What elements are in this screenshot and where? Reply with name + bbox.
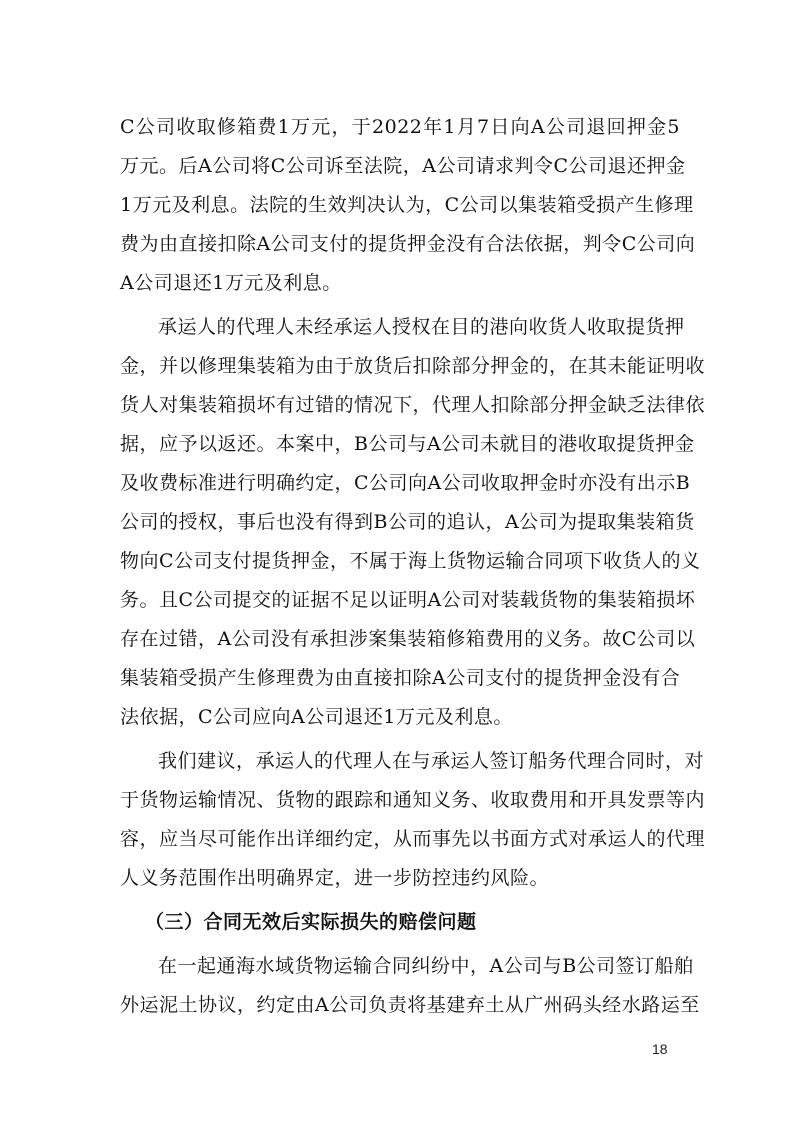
section-heading: （三）合同无效后实际损失的赔偿问题 [145, 911, 477, 933]
paragraph-3-line-4: 人义务范围作出明确界定，进一步防控违约风险。 [120, 867, 550, 889]
paragraph-2-line-3: 货人对集装箱损坏有过错的情况下，代理人扣除部分押金缺乏法律依 [120, 394, 706, 416]
paragraph-1-line-1: C公司收取修箱费1万元，于2022年1月7日向A公司退回押金5 [120, 116, 680, 138]
paragraph-2-line-2: 金，并以修理集装箱为由于放货后扣除部分押金的，在其未能证明收 [120, 355, 706, 377]
paragraph-2-line-10: 集装箱受损产生修理费为由直接扣除A公司支付的提货押金没有合 [120, 667, 681, 689]
page-number: 18 [652, 1041, 668, 1057]
paragraph-2-line-4: 据，应予以返还。本案中，B公司与A公司未就目的港收取提货押金 [120, 433, 695, 455]
paragraph-2-line-7: 物向C公司支付提货押金，不属于海上货物运输合同项下收货人的义 [120, 550, 701, 572]
paragraph-2-line-11: 法依据，C公司应向A公司退还1万元及利息。 [120, 706, 513, 728]
paragraph-1-line-2: 万元。后A公司将C公司诉至法院，A公司请求判令C公司退还押金 [120, 155, 686, 177]
paragraph-1-line-4: 费为由直接扣除A公司支付的提货押金没有合法依据，判令C公司向 [120, 233, 696, 255]
paragraph-3-line-1: 我们建议，承运人的代理人在与承运人签订船务代理合同时，对 [158, 750, 705, 772]
paragraph-2-line-5: 及收费标准进行明确约定，C公司向A公司收取押金时亦没有出示B [120, 472, 691, 494]
paragraph-2-line-6: 公司的授权，事后也没有得到B公司的追认，A公司为提取集装箱货 [120, 511, 695, 533]
paragraph-3-line-3: 容，应当尽可能作出详细约定，从而事先以书面方式对承运人的代理 [120, 828, 706, 850]
paragraph-2-line-8: 务。且C公司提交的证据不足以证明A公司对装载货物的集装箱损坏 [120, 589, 696, 611]
paragraph-1-line-5: A公司退还1万元及利息。 [120, 272, 342, 294]
paragraph-4-line-2: 外运泥土协议，约定由A公司负责将基建弃土从广州码头经水路运至 [120, 994, 700, 1016]
paragraph-2-line-9: 存在过错，A公司没有承担涉案集装箱修箱费用的义务。故C公司以 [120, 628, 696, 650]
paragraph-4-line-1: 在一起通海水域货物运输合同纠纷中，A公司与B公司签订船舶 [158, 955, 694, 977]
paragraph-1-line-3: 1万元及利息。法院的生效判决认为，C公司以集装箱受损产生修理 [120, 194, 694, 216]
paragraph-3-line-2: 于货物运输情况、货物的跟踪和通知义务、收取费用和开具发票等内 [120, 789, 706, 811]
paragraph-2-line-1: 承运人的代理人未经承运人授权在目的港向收货人收取提货押 [158, 316, 685, 338]
